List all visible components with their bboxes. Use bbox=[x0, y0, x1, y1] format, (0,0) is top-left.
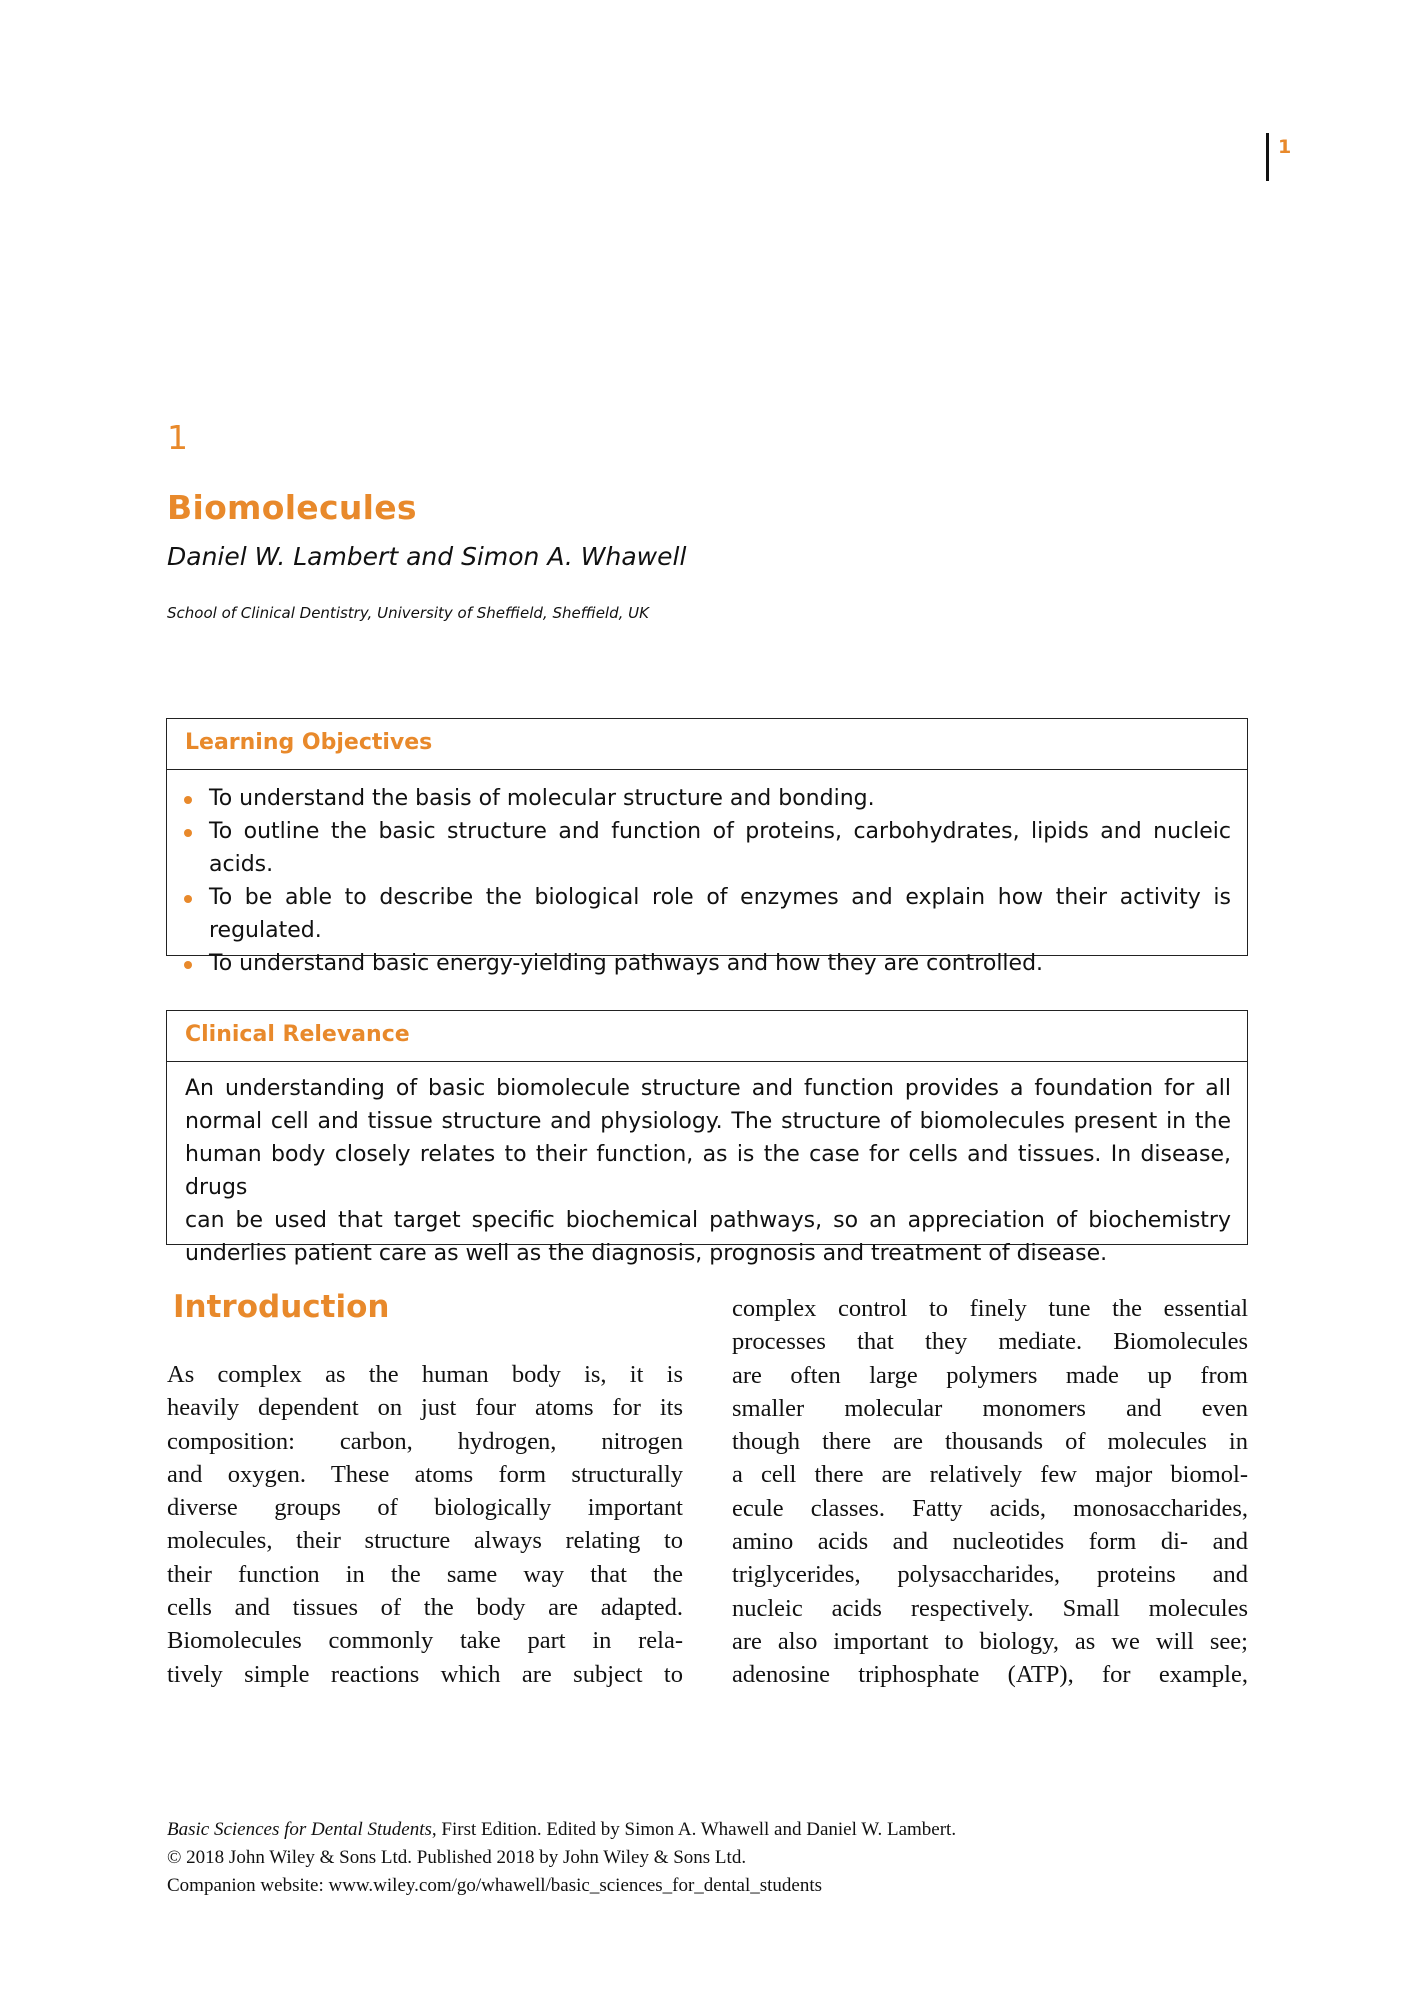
text-line: composition: carbon, hydrogen, nitrogen bbox=[167, 1427, 683, 1455]
chapter-authors: Daniel W. Lambert and Simon A. Whawell bbox=[167, 542, 687, 571]
text-line: heavily dependent on just four atoms for its bbox=[167, 1394, 683, 1422]
footer-edition-line bbox=[167, 1816, 956, 1844]
introduction-heading: Introduction bbox=[173, 1289, 390, 1325]
chapter-number: 1 bbox=[167, 418, 188, 457]
introduction-left-column bbox=[167, 1358, 683, 1691]
text-line: can be used that target specific biochemical pathways, so an appreciation of biochemistry bbox=[185, 1208, 1231, 1233]
footer-copyright: © 2018 John Wiley & Sons Ltd. Published 2018 by John Wiley & Sons Ltd. bbox=[167, 1847, 747, 1868]
text-line: their function in the same way that the bbox=[167, 1560, 683, 1588]
text-line: and oxygen. These atoms form structurally bbox=[167, 1460, 683, 1488]
text-line: An understanding of basic biomolecule structure and function provides a foundation for all bbox=[185, 1076, 1231, 1101]
author-affiliation: School of Clinical Dentistry, University of Sheffield, Sheffield, UK bbox=[167, 604, 649, 622]
text-line: complex control to finely tune the essential bbox=[732, 1295, 1248, 1322]
learning-objectives-list bbox=[167, 770, 1247, 980]
learning-objectives-heading: Learning Objectives bbox=[167, 719, 1247, 770]
bullet-icon bbox=[184, 796, 192, 804]
running-header-rule bbox=[1266, 133, 1269, 181]
introduction-right-column bbox=[732, 1292, 1248, 1692]
objective-item: To be able to describe the biological role of enzymes and explain how their activity is regulated. bbox=[209, 881, 1231, 947]
bullet-icon bbox=[184, 829, 192, 837]
clinical-relevance-heading: Clinical Relevance bbox=[167, 1011, 1247, 1062]
text-line: normal cell and tissue structure and physiology. The structure of biomolecules present in the bbox=[185, 1109, 1231, 1134]
footer-companion-website[interactable]: Companion website: www.wiley.com/go/whawell/basic_sciences_for_dental_students bbox=[167, 1875, 822, 1896]
text-line: Biomolecules commonly take part in rela- bbox=[167, 1627, 683, 1655]
page-number: 1 bbox=[1278, 136, 1292, 158]
text-line: smaller molecular monomers and even bbox=[732, 1394, 1248, 1422]
objective-item: To understand basic energy-yielding pathways and how they are controlled. bbox=[209, 947, 1231, 980]
edition-text: , First Edition. Edited by Simon A. Whawell and Daniel W. Lambert. bbox=[431, 1819, 957, 1840]
bullet-icon bbox=[184, 961, 192, 969]
text-line: underlies patient care as well as the diagnosis, prognosis and treatment of disease. bbox=[185, 1241, 1108, 1266]
bullet-icon bbox=[184, 895, 192, 903]
text-line: As complex as the human body is, it is bbox=[167, 1361, 683, 1388]
text-line: cells and tissues of the body are adapted. bbox=[167, 1594, 683, 1622]
text-line: are often large polymers made up from bbox=[732, 1361, 1248, 1389]
text-line: nucleic acids respectively. Small molecules bbox=[732, 1594, 1248, 1622]
text-line: though there are thousands of molecules in bbox=[732, 1428, 1248, 1456]
clinical-relevance-text bbox=[167, 1062, 1247, 1270]
text-line: amino acids and nucleotides form di- and bbox=[732, 1528, 1248, 1556]
text-line: are also important to biology, as we will see; bbox=[732, 1627, 1248, 1655]
footer-citation bbox=[167, 1816, 956, 1900]
text-line: adenosine triphosphate (ATP), for example, bbox=[732, 1661, 1248, 1689]
objective-item: To understand the basis of molecular structure and bonding. bbox=[209, 782, 1231, 815]
book-title: Basic Sciences for Dental Students bbox=[167, 1819, 432, 1840]
clinical-relevance-box bbox=[166, 1010, 1248, 1266]
chapter-title: Biomolecules bbox=[167, 488, 417, 527]
text-line: processes that they mediate. Biomolecules bbox=[732, 1328, 1248, 1356]
text-line: ecule classes. Fatty acids, monosaccharides, bbox=[732, 1494, 1248, 1522]
objective-item: To outline the basic structure and function of proteins, carbohydrates, lipids and nucleic acids. bbox=[209, 815, 1231, 881]
text-line: human body closely relates to their function, as is the case for cells and tissues. In disease, drugs bbox=[185, 1142, 1231, 1200]
text-line: triglycerides, polysaccharides, proteins and bbox=[732, 1561, 1248, 1589]
text-line: molecules, their structure always relating to bbox=[167, 1527, 683, 1555]
text-line: diverse groups of biologically important bbox=[167, 1494, 683, 1522]
text-line: a cell there are relatively few major biomol- bbox=[732, 1461, 1248, 1489]
text-line: tively simple reactions which are subject to bbox=[167, 1660, 683, 1688]
learning-objectives-box bbox=[166, 718, 1248, 976]
